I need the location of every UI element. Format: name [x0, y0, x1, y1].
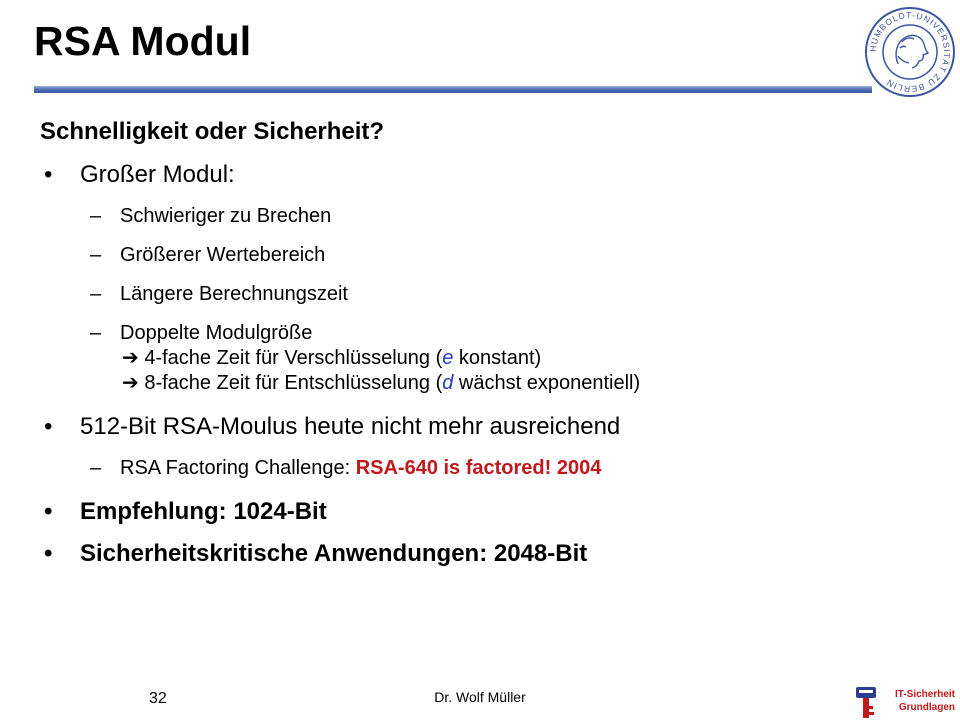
sub-item-text: Doppelte Modulgröße: [120, 322, 313, 344]
dash-marker: –: [90, 205, 102, 227]
bullet-recommendation: [40, 497, 920, 527]
bullet-marker: •: [44, 161, 53, 188]
sub-item-text: Größerer Wertebereich: [120, 244, 326, 266]
rsa-640-highlight: RSA-640 is factored! 2004: [355, 457, 602, 479]
bullet-text: Empfehlung: 1024-Bit: [80, 498, 327, 525]
sub-item-text: RSA Factoring Challenge:: [120, 457, 356, 479]
bullet-text: 512-Bit RSA-Moulus heute nicht mehr ausreichend: [80, 413, 621, 440]
sub-item: [40, 282, 920, 307]
dash-marker: –: [90, 283, 102, 305]
exponent-d: d: [442, 372, 454, 394]
course-title-line1: IT-Sicherheit: [894, 689, 955, 700]
seal-ring-text: HUMBOLDT-UNIVERSITÄT ZU BERLIN: [867, 9, 953, 95]
dash-marker: –: [90, 457, 102, 479]
bullet-text: Großer Modul:: [80, 161, 235, 188]
bullet-marker: •: [44, 498, 53, 525]
sub-item-text: Schwieriger zu Brechen: [120, 205, 332, 227]
sub-item: [40, 243, 920, 268]
sub-item-factoring-challenge: [40, 456, 920, 481]
bullet-marker: •: [44, 540, 53, 567]
exponent-e: e: [442, 347, 454, 369]
bullet-marker: •: [44, 413, 53, 440]
bullet-critical-applications: [40, 539, 920, 569]
bullet-512-bit: [40, 412, 920, 442]
course-title: [879, 688, 955, 714]
svg-text:HUMBOLDT-UNIVERSITÄT ZU BERLIN: [868, 10, 952, 94]
sub-item: [40, 204, 920, 229]
slide-body: [40, 118, 920, 581]
sub-item-modulus-size: [40, 321, 920, 396]
sub-item-text: Längere Berechnungszeit: [120, 283, 348, 305]
slide-heading: Schnelligkeit oder Sicherheit?: [40, 118, 385, 145]
dash-marker: –: [90, 322, 102, 344]
humboldt-university-seal-icon: [864, 6, 956, 98]
key-icon: [855, 686, 877, 720]
encryption-time-line: ➔ 4-fache Zeit für Verschlüsselung (e konstant): [122, 347, 542, 369]
course-logo: [853, 686, 957, 720]
course-title-line2: Grundlagen: [898, 702, 955, 713]
page-number: 32: [149, 690, 167, 707]
dash-marker: –: [90, 244, 102, 266]
decryption-time-line: ➔ 8-fache Zeit für Entschlüsselung (d wächst exponentiell): [122, 372, 641, 394]
bullet-large-modulus: [40, 160, 920, 190]
bullet-text: Sicherheitskritische Anwendungen: 2048-Bit: [80, 540, 588, 567]
slide-title: RSA Modul: [34, 18, 252, 64]
footer-author: Dr. Wolf Müller: [434, 689, 526, 705]
title-underline-rule: [34, 86, 872, 93]
